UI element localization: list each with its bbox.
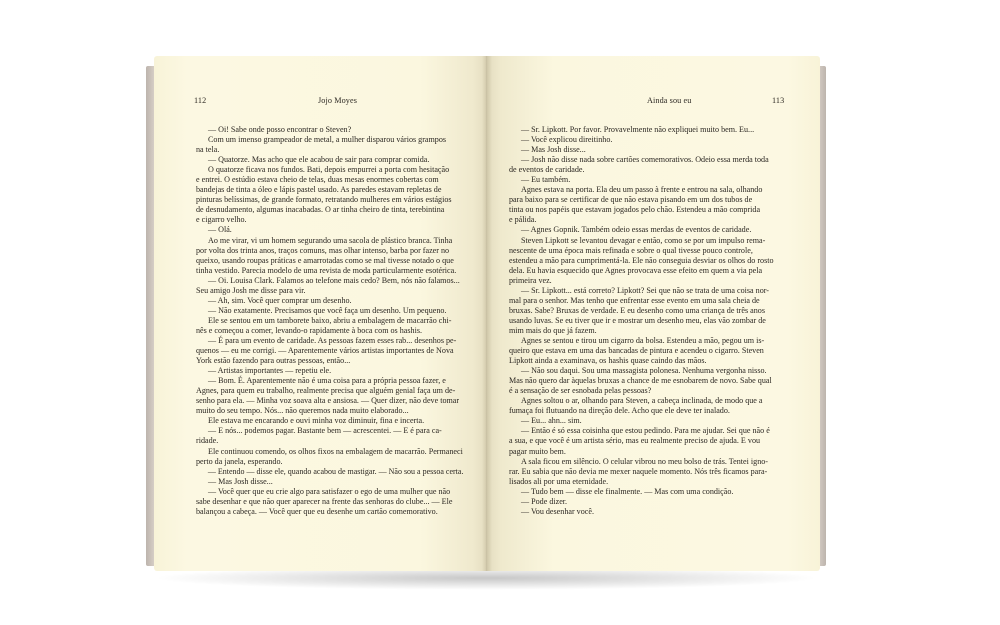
text-line: tinha vestido. Parecia modelo de uma revista de moda particularmente esotérica. (196, 265, 457, 275)
text-line: usando luvas. Se eu tiver que ir e mostrar um desenho meu, elas vão zombar de (509, 315, 766, 325)
text-line: nês e começou a comer, levando-o rapidamente à boca com os hashis. (196, 325, 422, 335)
text-line: — Agnes Gopnik. Também odeio essas merdas de eventos de caridade. (521, 225, 752, 235)
text-line: Steven Lipkott se levantou devagar e então, como se por um impulso rema- (521, 235, 766, 245)
right-page-body (509, 125, 777, 517)
text-line: balançou a cabeça. — Você quer que eu desenhe um cartão comemorativo. (196, 506, 438, 516)
text-line: estendeu a mão para cumprimentá-la. Ele não conseguia desviar os olhos do rosto (509, 255, 774, 265)
right-page-number: 113 (772, 96, 785, 105)
text-line: — Eu também. (521, 175, 571, 185)
text-line: pagar muito bem. (509, 446, 566, 456)
text-line: — Então é só essa coisinha que estou pedindo. Para me ajudar. Sei que não é (521, 426, 770, 436)
text-line: lisados ali por uma eternidade. (509, 476, 609, 486)
text-line: — Entendo — disse ele, quando acabou de mastigar. — Não sou a pessoa certa. (207, 466, 464, 476)
text-line: York estão fazendo para outras pessoas, então... (196, 356, 351, 366)
left-running-head: Jojo Moyes (318, 96, 357, 105)
text-line: — Josh não disse nada sobre cartões comemorativos. Odeio essa merda toda (521, 155, 769, 165)
right-page (487, 56, 820, 571)
text-line: perto da janela, esperando. (196, 456, 283, 466)
text-line: Mas não quero dar àquelas bruxas a chance de me esnobarem de novo. Sabe qual (509, 376, 772, 386)
text-line: — Não sou daqui. Sou uma massagista polonesa. Nenhuma vergonha nisso. (521, 366, 767, 376)
text-line: para baixo para se certificar de que não estava pisando em um dos tubos de (509, 195, 753, 205)
text-line: Seu amigo Josh me disse para vir. (196, 285, 306, 295)
text-line: bruxas. Sabe? Bruxas de verdade. E eu desenho como uma criança de três anos (509, 305, 765, 315)
text-line: e pálida. (509, 215, 537, 225)
text-line: — Quatorze. Mas acho que ele acabou de sair para comprar comida. (208, 155, 430, 165)
text-line: senho para ela. — Minha voz soava alta e ansiosa. — Quer dizer, não deve tomar (196, 396, 460, 406)
text-line: — Olá. (208, 225, 232, 235)
book-gutter (482, 56, 492, 571)
text-line: Agnes se sentou e tirou um cigarro da bolsa. Estendeu a mão, pegou um is- (521, 335, 765, 345)
text-line: A sala ficou em silêncio. O celular vibrou no meu bolso de trás. Tentei igno- (521, 456, 768, 466)
text-line: Agnes soltou o ar, olhando para Steven, a cabeça inclinada, de modo que a (521, 396, 763, 406)
text-line: muito do seu tempo. Nós... não queremos nada muito elaborado... (196, 406, 409, 416)
text-line: queiro que estava em uma das bancadas de pintura e acendeu o cigarro. Steven (509, 346, 764, 356)
text-line: Ele se sentou em um tamborete baixo, abriu a embalagem de macarrão chi- (208, 315, 452, 325)
text-line: na tela. (196, 145, 220, 155)
text-line: — Sr. Lipkott... está correto? Lipkott? Sei que não se trata de uma coisa nor- (521, 285, 769, 295)
text-line: mal para o senhor. Mas tenho que enfrentar esse evento em uma sala cheia de (509, 295, 760, 305)
right-running-head: Ainda sou eu (647, 96, 692, 105)
text-line: primeira vez. (509, 275, 552, 285)
text-line: O quatorze ficava nos fundos. Bati, depois empurrei a porta com hesitação (208, 165, 450, 175)
text-line: Ao me virar, vi um homem segurando uma sacola de plástico branca. Tinha (208, 235, 453, 245)
text-line: rar. Eu sabia que não devia me mexer naquele momento. Nós três ficamos para- (509, 466, 768, 476)
text-line: — E nós... podemos pagar. Bastante bem — acrescentei. — E é para ca- (208, 426, 442, 436)
text-line: de eventos de caridade. (509, 165, 585, 175)
text-line: e entrei. O estúdio estava cheio de telas, duas mesas enormes cobertas com (196, 175, 439, 185)
text-line: tinta ou nos papéis que estavam jogados pelo chão. Estendeu a mão comprida (509, 205, 761, 215)
text-line: — Artistas importantes — repetiu ele. (208, 366, 332, 376)
text-line: bandejas de tinta a óleo e lápis pastel usado. As paredes estavam repletas de (196, 185, 442, 195)
text-line: — É para um evento de caridade. As pessoas fazem esses rab... desenhos pe- (208, 335, 457, 345)
text-line: — Vou desenhar você. (521, 506, 594, 516)
text-line: mim mais do que já fazem. (509, 325, 597, 335)
text-line: Ele continuou comendo, os olhos fixos na embalagem de macarrão. Permaneci (208, 446, 463, 456)
text-line: — Você quer que eu crie algo para satisfazer o ego de uma mulher que não (208, 486, 451, 496)
text-line: — Bom. É. Aparentemente não é uma coisa para a própria pessoa fazer, e (208, 376, 446, 386)
text-line: — Eu... ahn... sim. (521, 416, 582, 426)
text-line: — Ah, sim. Você quer comprar um desenho. (208, 295, 352, 305)
text-line: fumaça foi flutuando na direção dele. Acho que ele deve ter inalado. (509, 406, 730, 416)
text-line: é a sensação de ser esnobada pelas pessoas? (509, 386, 652, 396)
text-line: Lipkott ainda a examinava, os hashis quase caindo das mãos. (509, 356, 707, 366)
text-line: — Oi! Sabe onde posso encontrar o Steven? (208, 125, 352, 134)
left-page (154, 56, 487, 571)
text-line: ridade. (196, 436, 219, 446)
left-page-body (196, 125, 464, 517)
text-line: — Tudo bem — disse ele finalmente. — Mas com uma condição. (521, 486, 734, 496)
text-line: — Oi. Louisa Clark. Falamos ao telefone mais cedo? Bem, nós não falamos... (208, 275, 460, 285)
text-line: — Sr. Lipkott. Por favor. Provavelmente não expliquei muito bem. Eu... (521, 125, 755, 134)
text-line: — Mas Josh disse... (521, 145, 586, 155)
text-line: Ele estava me encarando e ouvi minha voz diminuir, fina e incerta. (208, 416, 425, 426)
text-line: — Pode dizer. (521, 496, 568, 506)
text-line: Agnes, para quem eu trabalho, realmente precisa que alguém genial faça um de- (196, 386, 456, 396)
left-page-number: 112 (194, 96, 207, 105)
text-line: — Mas Josh disse... (208, 476, 273, 486)
text-line: dela. Eu havia esquecido que Agnes provocava esse efeito em quem a via pela (509, 265, 763, 275)
text-line: de desnudamento, algumas inacabadas. O ar tinha cheiro de tinta, terebintina (196, 205, 445, 215)
text-line: e cigarro velho. (196, 215, 247, 225)
open-book (146, 56, 826, 576)
text-line: a sua, e que você é um artista sério, mas eu realmente preciso de ajuda. E vou (509, 436, 761, 446)
text-line: queixo, usando roupas práticas e amarrotadas como se mal tivesse notado o que (196, 255, 454, 265)
text-line: quenos — eu me corrigi. — Aparentemente vários artistas importantes de Nova (196, 346, 454, 356)
text-line: Agnes estava na porta. Ela deu um passo à frente e entrou na sala, olhando (521, 185, 763, 195)
text-line: por volta dos trinta anos, traços comuns, mas olhar intenso, barba por fazer no (196, 245, 450, 255)
text-line: sabe desenhar e que não quer aparecer na frente das senhoras do clube... — Ele (196, 496, 453, 506)
text-line: — Você explicou direitinho. (521, 135, 613, 145)
text-line: Com um imenso grampeador de metal, a mulher disparou vários grampos (208, 135, 447, 145)
text-line: pinturas belíssimas, de grande formato, retratando mulheres em vários estágios (196, 195, 452, 205)
text-line: nescente de uma época mais refinada e sobre o qual tivesse pouco controle, (509, 245, 753, 255)
text-line: — Não exatamente. Precisamos que você faça um desenho. Um pequeno. (208, 305, 447, 315)
